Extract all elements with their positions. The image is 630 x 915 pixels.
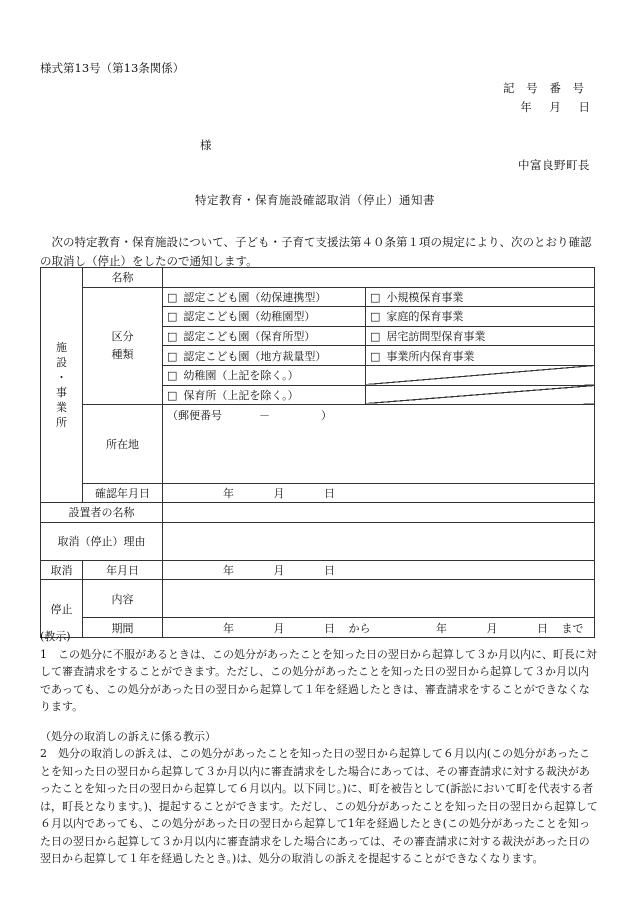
category-option[interactable]: □ 認定こども園（地方裁量型） — [163, 346, 366, 366]
category-option[interactable]: □ 認定こども園（保育所型） — [163, 326, 366, 346]
category-option[interactable]: □ 保育所（上記を除く。） — [163, 385, 366, 405]
facility-group-label: 施 設 ・ 事 業 所 — [41, 268, 83, 503]
address-label: 所在地 — [83, 405, 163, 483]
address-field[interactable] — [163, 463, 595, 483]
checkbox-icon[interactable]: □ — [167, 349, 178, 363]
intro-text: 次の特定教育・保育施設について、子ども・子育て支援法第４０条第１項の規定により、次のとおり確認の取消し（停止）をしたので通知します。 — [40, 235, 592, 268]
address-field[interactable] — [163, 424, 595, 444]
period-field[interactable]: 年 月 日 から 年 月 日 まで — [163, 618, 595, 638]
checkbox-icon[interactable]: □ — [167, 388, 178, 402]
instruction-paragraph: 2 処分の取消しの訴えは、この処分があったことを知った日の翌日から起算して６月以内(この処分があったことを知った日の翌日から起算して３か月以内に審査請求をした場合にあっては、その審査請求に対する裁決があったことを知った日の翌日から起算して６月以内。以下同じ。)に、町を被告として(訴訟において町を代表する者は，町長となります。)、提起することができます。ただし、この処分があったことを知った日の翌日から起算して６月以内であっても、この処分があった日の翌日から起算して1年を経過したとき(この処分があったことを知った日の翌日から起算して３か月以内に審査請求をした場合にあっては、その審査請求に対する裁決があった日の翌日から起算して１年を経過したとき。)は、処分の取消しの訴えを提起することができなくなります。 — [40, 747, 598, 865]
content-field[interactable] — [163, 580, 595, 618]
category-option[interactable]: □ 居宅訪問型保育事業 — [366, 326, 595, 346]
category-option[interactable]: □ 小規模保育事業 — [366, 287, 595, 307]
addressee-suffix: 様 — [200, 138, 212, 152]
category-label: 区分 種類 — [83, 287, 163, 405]
issuer: 中富良野町長 — [518, 158, 590, 172]
confirm-date-field[interactable]: 年 月 日 — [163, 483, 595, 503]
cancel-label: 取消 — [41, 560, 83, 580]
blank-cell — [366, 385, 595, 405]
checkbox-icon[interactable]: □ — [167, 330, 178, 344]
suspend-label: 停止 — [41, 580, 83, 638]
date-label: 年月日 — [83, 560, 163, 580]
checkbox-icon[interactable]: □ — [370, 310, 381, 324]
instruction-paragraph: 1 この処分に不服があるときは、この処分があったことを知った日の翌日から起算して３か月以内に、町長に対して審査請求をすることができます。ただし、この処分があったことを知った日の翌日から起算して３か月以内であっても、この処分があった日の翌日から起算して１年を経過したときは、審査請求をすることができなくなります。 — [40, 647, 597, 713]
category-option[interactable]: □ 認定こども園（幼保連携型） — [163, 287, 366, 307]
cancel-date-field[interactable]: 年 月 日 — [163, 560, 595, 580]
period-label: 期間 — [83, 618, 163, 638]
issue-date: 年 月 日 — [520, 100, 590, 114]
category-option[interactable]: □ 家庭的保育事業 — [366, 307, 595, 327]
content-label: 内容 — [83, 580, 163, 618]
category-option[interactable]: □ 認定こども園（幼稚園型） — [163, 307, 366, 327]
checkbox-icon[interactable]: □ — [167, 290, 178, 304]
blank-cell — [366, 365, 595, 385]
category-option[interactable]: □ 事業所内保育事業 — [366, 346, 595, 366]
checkbox-icon[interactable]: □ — [167, 369, 178, 383]
confirm-date-label: 確認年月日 — [83, 483, 163, 503]
document-title: 特定教育・保育施設確認取消（停止）通知書 — [195, 193, 435, 207]
founder-field[interactable] — [163, 503, 595, 523]
notice-table — [40, 267, 595, 638]
checkbox-icon[interactable]: □ — [370, 349, 381, 363]
checkbox-icon[interactable]: □ — [370, 330, 381, 344]
postal-code-field[interactable]: （郵便番号 － ） — [163, 405, 595, 425]
form-number: 様式第13号（第13条関係） — [40, 61, 185, 75]
name-field[interactable] — [163, 268, 595, 288]
reason-label: 取消（停止）理由 — [41, 522, 163, 560]
address-field[interactable] — [163, 444, 595, 464]
category-option[interactable]: □ 幼稚園（上記を除く。） — [163, 365, 366, 385]
instruction-heading: (教示) — [40, 630, 71, 643]
reference-number: 記 号 番 号 — [503, 81, 588, 95]
reason-field[interactable] — [163, 522, 595, 560]
checkbox-icon[interactable]: □ — [167, 310, 178, 324]
name-label: 名称 — [83, 268, 163, 288]
instructions — [40, 628, 598, 868]
founder-label: 設置者の名称 — [41, 503, 163, 523]
checkbox-icon[interactable]: □ — [370, 290, 381, 304]
instruction-heading: （処分の取消しの訴えに係る教示） — [40, 729, 216, 743]
